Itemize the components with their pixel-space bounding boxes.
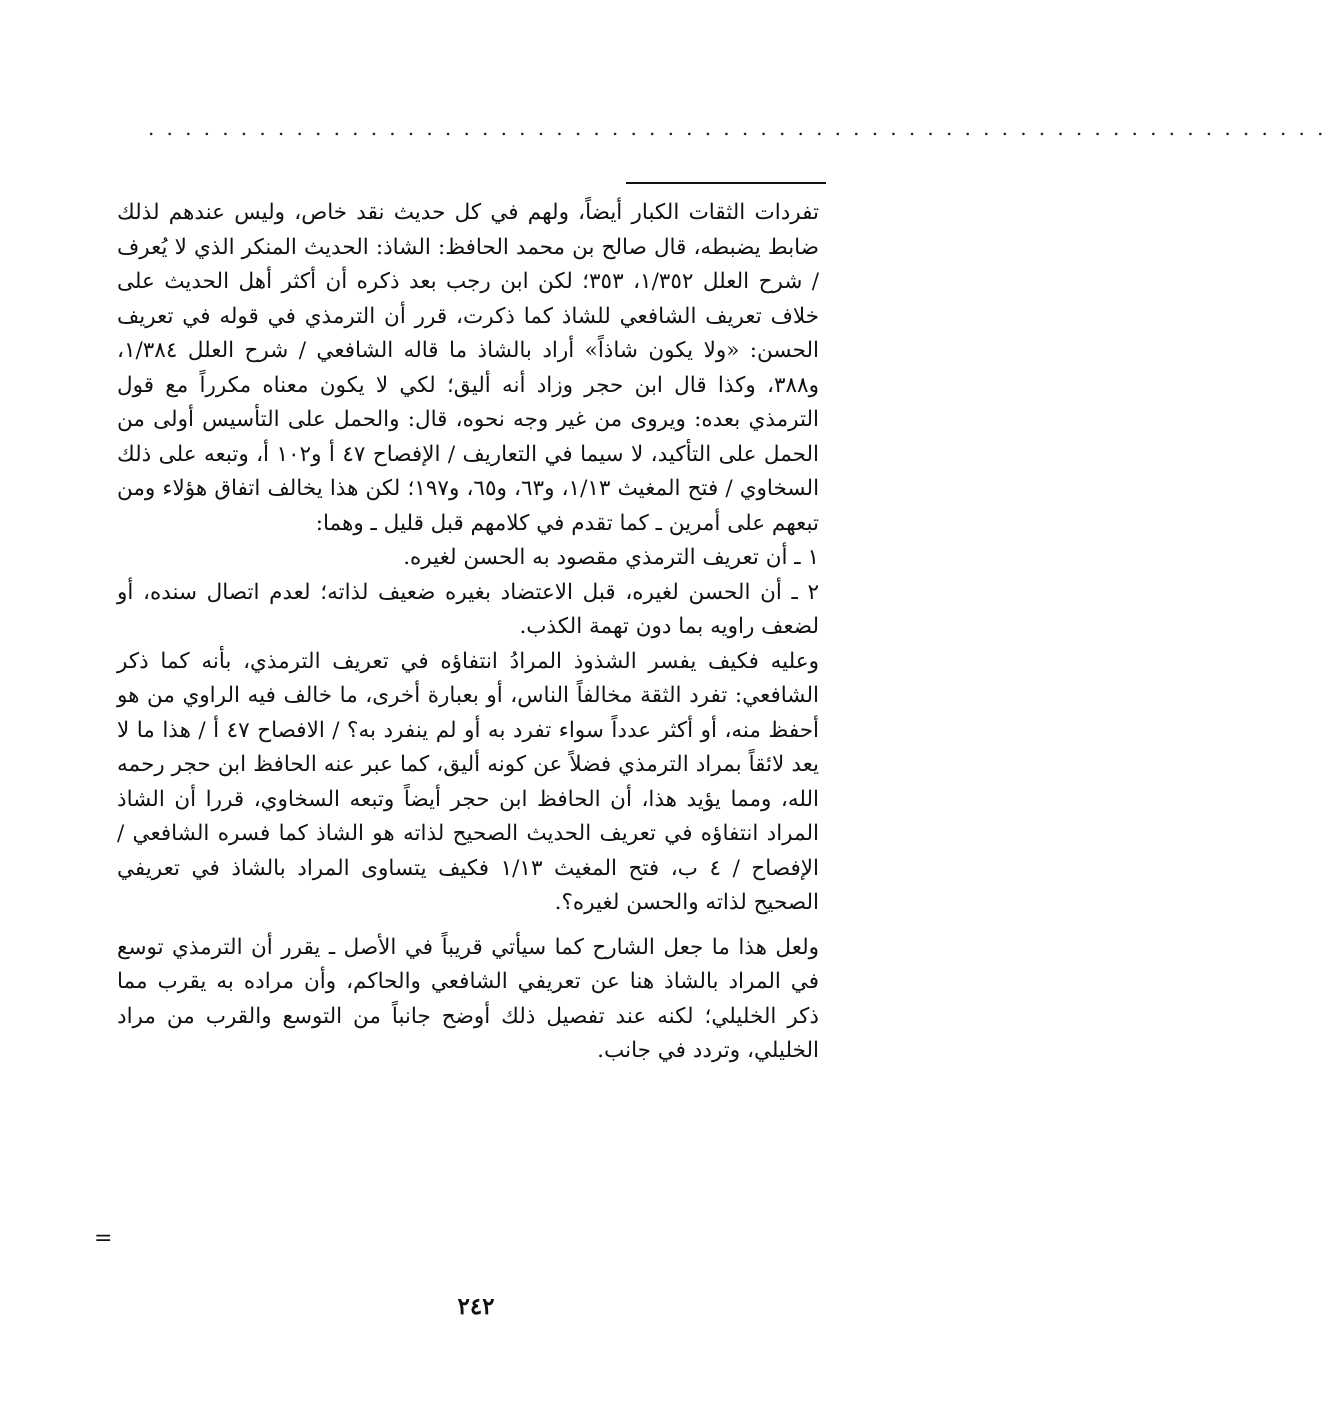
paragraph-shudhudh-interpretation: وعليه فكيف يفسر الشذوذ المرادُ انتفاؤه في تعريف الترمذي، بأنه كما ذكر الشافعي: تفرد الثقة مخالفاً الناس، أو بعبارة أخرى، ما خالف فيه الراوي من هو أحفظ منه، أو أكثر عدداً سواء تفرد به أو لم ينفرد به؟ / الافصاح ٤٧ أ / هذا ما لا يعد لائقاً بمراد الترمذي فضلاً عن كونه أليق، كما عبر عنه الحافظ ابن حجر رحمه الله، ومما يؤيد هذا، أن الحافظ ابن حجر أيضاً وتبعه السخاوي، قررا أن الشاذ المراد انتفاؤه في تعريف الحديث الصحيح لذاته هو الشاذ كما فسره الشافعي / الإفصاح / ٤ ب، فتح المغيث ١/١٣ فكيف يتساوى المراد بالشاذ في تعريفي الصحيح لذاته والحسن لغيره؟. xyxy=(117,648,819,915)
paragraph-shadh-definition: تفردات الثقات الكبار أيضاً، ولهم في كل حديث نقد خاص، وليس عندهم لذلك ضابط يضبطه، قال صالح بن محمد الحافظ: الشاذ: الحديث المنكر الذي لا يُعرف / شرح العلل ١/٣٥٢، ٣٥٣؛ لكن ابن رجب بعد ذكره أن أكثر أهل الحديث على خلاف تعريف الشافعي للشاذ كما ذكرت، قرر أن الترمذي في قوله في تعريف الحسن: «ولا يكون شاذاً» أراد بالشاذ ما قاله الشافعي / شرح العلل ١/٣٨٤، و٣٨٨، وكذا قال ابن حجر وزاد أنه أليق؛ لكي لا يكون معناه مكرراً مع قول الترمذي بعده: ويروى من غير وجه نحوه، قال: والحمل على التأسيس أولى من الحمل على التأكيد، لا سيما في التعاريف / الإفصاح ٤٧ أ و١٠٢ أ، وتبعه على ذلك السخاوي / فتح المغيث ١/١٣، و٦٣، و٦٥، و١٩٧؛ لكن هذا يخالف اتفاق هؤلاء ومن تبعهم على أمرين ـ كما تقدم في كلامهم قبل قليل ـ وهما: xyxy=(117,200,820,536)
footnote-body xyxy=(117,196,819,1069)
dotted-separator: ................................................................ xyxy=(148,116,1336,140)
list-item-2: ٢ ـ أن الحسن لغيره، قبل الاعتضاد بغيره ضعيف لذاته؛ لعدم اتصال سنده، أو لضعف راويه بما دون تهمة الكذب. xyxy=(117,579,819,639)
page-number: ٢٤٢ xyxy=(457,1293,495,1320)
list-item-1: ١ ـ أن تعريف الترمذي مقصود به الحسن لغيره. xyxy=(403,545,819,570)
continuation-mark: = xyxy=(94,1226,113,1251)
footnote-rule xyxy=(626,182,826,184)
paragraph-commentator-view: ولعل هذا ما جعل الشارح كما سيأتي قريباً في الأصل ـ يقرر أن الترمذي توسع في المراد بالشاذ هنا عن تعريفي الشافعي والحاكم، وأن مراده به يقرب مما ذكر الخليلي؛ لكنه عند تفصيل ذلك أوضح جانباً من التوسع والقرب من مراد الخليلي، وتردد في جانب. xyxy=(117,934,819,1063)
